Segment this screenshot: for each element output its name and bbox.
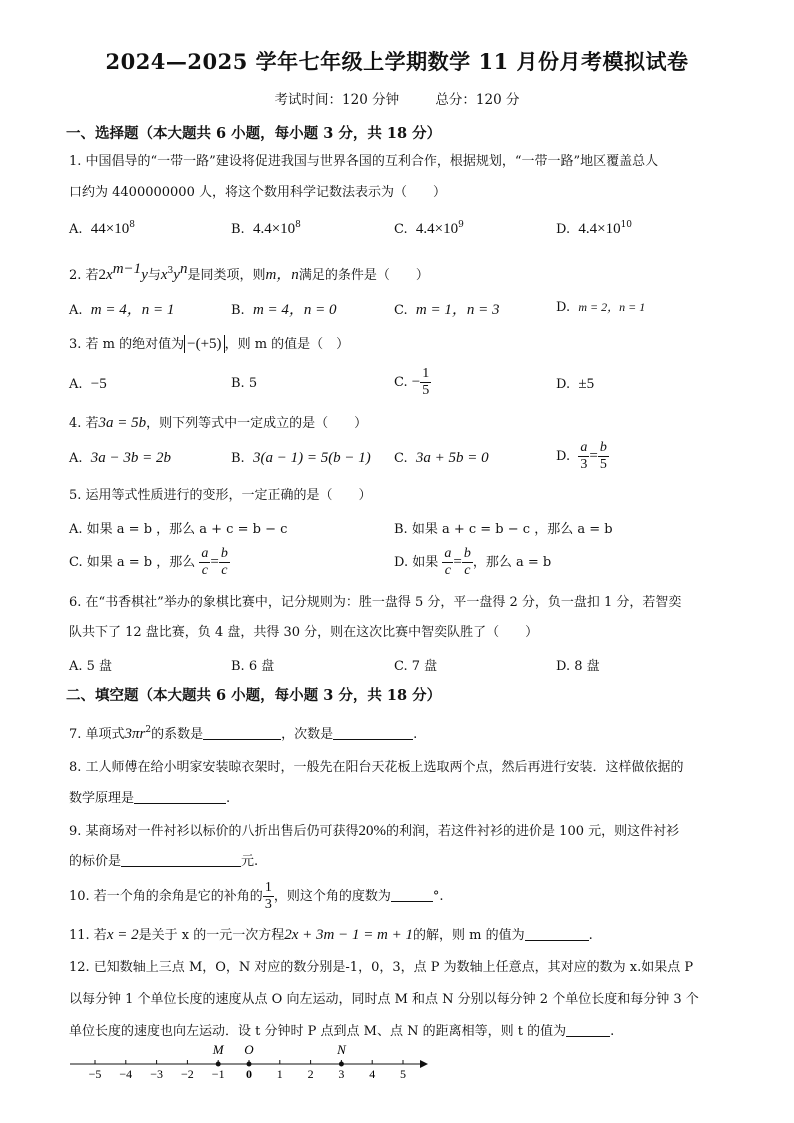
q1-option-d: D. $4.4\times 10^{10}$	[556, 220, 633, 237]
q7-blank-coefficient[interactable]	[203, 725, 281, 740]
number-line-point-label: M	[212, 1042, 224, 1057]
q5-option-a: A. 如果 a = b ，那么 a + c = b − c	[69, 522, 288, 537]
q11-blank[interactable]	[525, 926, 589, 941]
exam-title: 2024—2025 学年七年级上学期数学 11 月份月考模拟试卷	[105, 49, 689, 74]
q2-option-a: A. m = 4，n = 1	[69, 302, 175, 318]
q4-option-d: D. $\frac{a}{3}$ = $\frac{b}{5}$	[556, 440, 607, 472]
section-1-heading: 一、选择题（本大题共 6 小题，每小题 3 分，共 18 分）	[66, 125, 442, 142]
number-line-tick-label: −3	[150, 1067, 163, 1080]
number-line-point	[247, 1062, 252, 1067]
number-line-diagram	[60, 1040, 440, 1080]
q8-line1: 8. 工人师傅在给小明家安装晾衣架时，一般先在阳台天花板上选取两个点，然后再进行安装．这样做依据的	[69, 760, 684, 775]
number-line-point-label: N	[337, 1042, 346, 1057]
q4-option-c: C. 3a + 5b = 0	[394, 450, 489, 466]
q5-stem: 5. 运用等式性质进行的变形，一定正确的是（ ）	[69, 488, 372, 503]
number-line-point	[216, 1062, 221, 1067]
q5-option-c: C. 如果 a = b ，那么 $\frac{a}{c}$ = $\frac{b}{c}$	[69, 546, 228, 578]
q7-blank-degree[interactable]	[333, 725, 413, 740]
q1-option-c: C. $4.4\times 10^9$	[394, 220, 464, 237]
abs-value-expr: −(+5)	[184, 335, 224, 353]
q9-blank[interactable]	[121, 852, 241, 867]
q12-line1: 12. 已知数轴上三点 M，O，N 对应的数分别是-1，0，3，点 P 为数轴上任意点，其对应的数为 x.如果点 P	[69, 960, 694, 975]
q9-line2: 的标价是 元.	[69, 854, 259, 869]
exam-score: 总分：120 分	[435, 92, 520, 108]
number-line-tick-label: −2	[181, 1067, 194, 1080]
q1-option-a: A. $44\times 10^8$	[69, 220, 135, 237]
number-line-tick-label: 1	[276, 1067, 283, 1080]
q5-option-d: D. 如果 $\frac{a}{c}$ = $\frac{b}{c}$ ，那么 a = b	[394, 546, 552, 578]
q6-line1: 6. 在“书香棋社”举办的象棋比赛中，记分规则为：胜一盘得 5 分，平一盘得 2 分，负一盘扣 1 分，若智奕	[69, 595, 682, 610]
q2-stem: 2. 若$2x^{m-1}y$与$x^3y^n$是同类项，则m，n满足的条件是（ ）	[69, 261, 429, 283]
q3-option-d: D. ±5	[556, 376, 595, 392]
q8-blank[interactable]	[134, 789, 226, 804]
number-line-point-label: O	[244, 1042, 254, 1057]
q2-option-c: C. m = 1，n = 3	[394, 302, 500, 318]
number-line-tick-label: 2	[307, 1067, 314, 1080]
number-line-tick-label: 3	[338, 1067, 345, 1080]
number-line-tick-label: 0	[246, 1067, 252, 1080]
q3-option-a: A. −5	[69, 376, 107, 392]
section-2-heading: 二、填空题（本大题共 6 小题，每小题 3 分，共 18 分）	[66, 687, 442, 704]
number-line-tick-label: −1	[211, 1067, 225, 1080]
exam-info	[0, 88, 794, 108]
q4-stem: 4. 若3a = 5b，则下列等式中一定成立的是（ ）	[69, 415, 368, 431]
q8-line2: 数学原理是 .	[69, 791, 231, 806]
number-line-point	[339, 1062, 344, 1067]
q1-option-b: B. $4.4\times 10^8$	[231, 220, 301, 237]
q6-option-d: D. 8 盘	[556, 659, 600, 674]
q6-option-b: B. 6 盘	[231, 659, 275, 674]
q6-option-a: A. 5 盘	[69, 659, 113, 674]
q1-line1: 1. 中国倡导的“一带一路”建设将促进我国与世界各国的互利合作，根据规划，“一带一路”地区覆盖总人	[69, 154, 659, 169]
q3-option-b: B. 5	[231, 376, 258, 391]
q4-option-b: B. 3(a − 1) = 5(b − 1)	[231, 450, 371, 466]
q11-stem: 11. 若x = 2是关于 x 的一元一次方程2x + 3m − 1 = m + 1的解，则 m 的值为 .	[69, 927, 593, 943]
number-line-arrow	[420, 1060, 428, 1068]
number-line-tick-label: −4	[119, 1067, 133, 1080]
q3-stem: 3. 若 m 的绝对值为 −(+5) ，则 m 的值是（ ）	[69, 336, 350, 352]
number-line-tick-label: −5	[88, 1067, 102, 1080]
q12-blank[interactable]	[566, 1022, 610, 1037]
q10-stem: 10. 若一个角的余角是它的补角的 $\frac{1}{3}$ ，则这个角的度数为 °.	[69, 880, 444, 912]
q1-line2: 口约为 4400000000 人，将这个数用科学记数法表示为（ ）	[69, 185, 446, 200]
q12-line3: 单位长度的速度也向左运动．设 t 分钟时 P 点到点 M、点 N 的距离相等，则 t 的值为 .	[69, 1024, 615, 1039]
q4-option-a: A. 3a − 3b = 2b	[69, 450, 172, 466]
q2-option-d: D. m = 2，n = 1	[556, 300, 646, 315]
q2-option-b: B. m = 4，n = 0	[231, 302, 337, 318]
q6-option-c: C. 7 盘	[394, 659, 438, 674]
q6-line2: 队共下了 12 盘比赛，负 4 盘，共得 30 分，则在这次比赛中智奕队胜了（ ）	[69, 625, 539, 640]
q9-line1: 9. 某商场对一件衬衫以标价的八折出售后仍可获得20%的利润，若这件衬衫的进价是 100 元，则这件衬衫	[69, 823, 680, 839]
q5-option-b: B. 如果 a + c = b − c ，那么 a = b	[394, 522, 613, 537]
number-line-tick-label: 5	[400, 1067, 406, 1080]
exam-time: 考试时间：120 分钟	[274, 92, 400, 108]
q7-stem: 7. 单项式$3\pi r^2$的系数是 ，次数是 .	[69, 725, 418, 742]
q12-line2: 以每分钟 1 个单位长度的速度从点 O 向左运动，同时点 M 和点 N 分别以每分钟 2 个单位长度和每分钟 3 个	[69, 992, 699, 1007]
q10-blank[interactable]	[391, 887, 433, 902]
number-line-tick-label: 4	[369, 1067, 376, 1080]
q3-option-c: C. − $\frac{1}{5}$	[394, 366, 430, 398]
